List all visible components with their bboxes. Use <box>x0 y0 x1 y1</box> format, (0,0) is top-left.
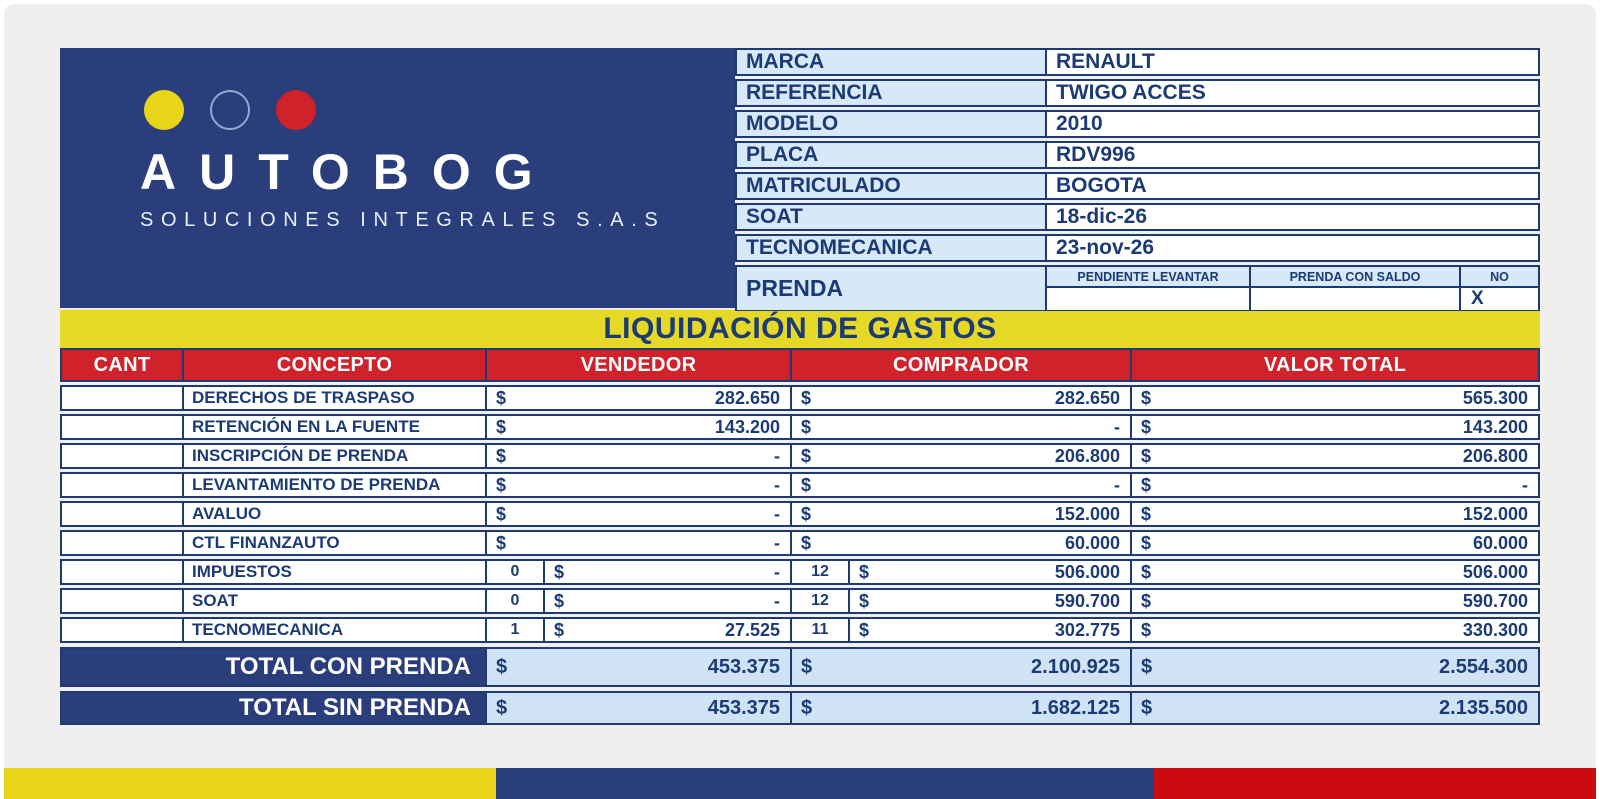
currency-symbol: $ <box>801 503 812 524</box>
stripe-red-segment <box>1153 768 1596 799</box>
currency-symbol: $ <box>801 474 812 495</box>
total-vendedor-cell-amount: 453.375 <box>707 696 780 719</box>
valor-total-cell <box>1132 590 1538 612</box>
valor-total-cell <box>1132 445 1538 467</box>
cant-cell <box>62 503 182 525</box>
vehicle-info-label: SOAT <box>737 205 1045 229</box>
total-valor-cell-amount: 2.554.300 <box>1439 655 1528 678</box>
table-row <box>60 443 1540 469</box>
vehicle-info-label: MODELO <box>737 112 1045 136</box>
prenda-row <box>735 265 1540 311</box>
liquidation-document <box>60 48 1540 725</box>
concept-cell: SOAT <box>184 590 485 612</box>
stripe-yellow-segment <box>4 768 496 799</box>
vendedor-cell <box>545 561 790 583</box>
currency-symbol: $ <box>554 561 565 582</box>
total-vendedor-cell <box>487 693 790 723</box>
currency-symbol: $ <box>1141 561 1152 582</box>
vehicle-info-rows <box>735 48 1540 262</box>
cant-cell <box>62 474 182 496</box>
comprador-cell-amount: - <box>1114 416 1120 437</box>
comprador-cell-amount: 282.650 <box>1054 387 1120 408</box>
total-vendedor-cell <box>487 649 790 685</box>
autobog-logo-block <box>60 48 735 308</box>
table-column-headers <box>60 348 1540 382</box>
comprador-cell <box>792 445 1130 467</box>
vendedor-cell-group <box>487 590 790 612</box>
valor-total-cell <box>1132 532 1538 554</box>
comprador-cell <box>792 474 1130 496</box>
document-header <box>60 48 1540 308</box>
vendedor-cell <box>487 416 790 438</box>
table-row <box>60 501 1540 527</box>
cant-cell <box>62 445 182 467</box>
total-row-label: TOTAL CON PRENDA <box>62 649 485 685</box>
vendedor-cell-amount: 27.525 <box>724 619 780 640</box>
valor-total-cell-amount: 590.700 <box>1462 590 1528 611</box>
logo-dots <box>144 90 735 130</box>
prenda-option-header: PENDIENTE LEVANTAR <box>1047 267 1249 286</box>
currency-symbol: $ <box>1141 474 1152 495</box>
comprador-cell <box>850 619 1130 641</box>
valor-total-cell-amount: - <box>1522 474 1528 495</box>
brand-subtitle: SOLUCIONES INTEGRALES S.A.S <box>140 208 666 231</box>
vehicle-info-value: BOGOTA <box>1047 174 1538 198</box>
prenda-option-value <box>1251 288 1459 310</box>
table-row <box>60 559 1540 585</box>
total-valor-cell-amount: 2.135.500 <box>1439 696 1528 719</box>
currency-symbol: $ <box>859 590 870 611</box>
valor-total-cell <box>1132 561 1538 583</box>
currency-symbol: $ <box>1141 532 1152 553</box>
total-valor-cell <box>1132 693 1538 723</box>
table-totals <box>60 647 1540 725</box>
comprador-cell-group <box>792 619 1130 641</box>
vendedor-cell-amount: - <box>774 561 780 582</box>
comprador-cell-amount: 60.000 <box>1064 532 1120 553</box>
vehicle-info-row <box>735 234 1540 262</box>
liquidation-banner <box>60 310 1540 348</box>
currency-symbol: $ <box>554 619 565 640</box>
valor-total-cell <box>1132 619 1538 641</box>
prenda-option-header: NO <box>1461 267 1538 286</box>
cant-cell <box>62 590 182 612</box>
comprador-cell-qty: 12 <box>792 590 848 612</box>
currency-symbol: $ <box>496 696 508 719</box>
comprador-cell <box>850 561 1130 583</box>
vehicle-info-row <box>735 172 1540 200</box>
cant-cell <box>62 619 182 641</box>
total-vendedor-cell-amount: 453.375 <box>707 655 780 678</box>
concept-cell: IMPUESTOS <box>184 561 485 583</box>
valor-total-cell-amount: 565.300 <box>1462 387 1528 408</box>
comprador-cell-amount: 590.700 <box>1054 590 1120 611</box>
stripe-navy-segment <box>496 768 1153 799</box>
vendedor-cell-qty: 0 <box>487 590 543 612</box>
total-row-label: TOTAL SIN PRENDA <box>62 693 485 723</box>
prenda-option-value <box>1047 288 1249 310</box>
vehicle-info-label: PLACA <box>737 143 1045 167</box>
vendedor-cell <box>545 590 790 612</box>
valor-total-cell-amount: 60.000 <box>1472 532 1528 553</box>
cant-cell <box>62 532 182 554</box>
currency-symbol: $ <box>1141 696 1153 719</box>
prenda-x-mark: X <box>1461 288 1538 310</box>
logo-yellow-dot <box>144 90 184 130</box>
brand-wordmark: AUTOBOG <box>140 144 556 200</box>
currency-symbol: $ <box>801 532 812 553</box>
comprador-cell <box>792 387 1130 409</box>
comprador-cell-amount: 206.800 <box>1054 445 1120 466</box>
prenda-options <box>1047 267 1538 310</box>
total-comprador-cell <box>792 693 1130 723</box>
valor-total-cell-amount: 206.800 <box>1462 445 1528 466</box>
vehicle-info-value: TWIGO ACCES <box>1047 81 1538 105</box>
vendedor-cell <box>487 532 790 554</box>
vendedor-cell-amount: - <box>774 474 780 495</box>
vendedor-cell <box>487 503 790 525</box>
currency-symbol: $ <box>1141 619 1152 640</box>
table-rows <box>60 385 1540 643</box>
table-row <box>60 385 1540 411</box>
prenda-label: PRENDA <box>737 267 1045 310</box>
total-comprador-cell-amount: 2.100.925 <box>1031 655 1120 678</box>
footer-flag-stripe <box>4 768 1596 799</box>
vehicle-info-value: RDV996 <box>1047 143 1538 167</box>
currency-symbol: $ <box>1141 590 1152 611</box>
currency-symbol: $ <box>496 532 507 553</box>
valor-total-cell <box>1132 387 1538 409</box>
comprador-cell-qty: 12 <box>792 561 848 583</box>
comprador-cell-group <box>792 590 1130 612</box>
total-valor-cell <box>1132 649 1538 685</box>
currency-symbol: $ <box>801 445 812 466</box>
cant-cell <box>62 387 182 409</box>
vendedor-cell <box>487 474 790 496</box>
concept-cell: TECNOMECANICA <box>184 619 485 641</box>
vendedor-cell-group <box>487 619 790 641</box>
vehicle-info-value: 18-dic-26 <box>1047 205 1538 229</box>
vehicle-info-row <box>735 79 1540 107</box>
concept-cell: AVALUO <box>184 503 485 525</box>
concept-cell: DERECHOS DE TRASPASO <box>184 387 485 409</box>
liquidation-title: LIQUIDACIÓN DE GASTOS <box>603 312 997 345</box>
vendedor-cell-qty: 1 <box>487 619 543 641</box>
vendedor-cell-amount: - <box>774 503 780 524</box>
currency-symbol: $ <box>859 619 870 640</box>
valor-total-cell-amount: 143.200 <box>1462 416 1528 437</box>
total-row <box>60 647 1540 687</box>
vehicle-info-row <box>735 141 1540 169</box>
table-row <box>60 617 1540 643</box>
vehicle-info-label: REFERENCIA <box>737 81 1045 105</box>
vendedor-cell <box>487 445 790 467</box>
currency-symbol: $ <box>1141 416 1152 437</box>
vendedor-cell-amount: - <box>774 445 780 466</box>
currency-symbol: $ <box>1141 503 1152 524</box>
vendedor-cell <box>545 619 790 641</box>
currency-symbol: $ <box>496 474 507 495</box>
currency-symbol: $ <box>496 445 507 466</box>
vendedor-cell-amount: - <box>774 590 780 611</box>
comprador-cell-amount: 506.000 <box>1054 561 1120 582</box>
comprador-cell-amount: 302.775 <box>1054 619 1120 640</box>
currency-symbol: $ <box>496 416 507 437</box>
cant-cell <box>62 416 182 438</box>
concept-cell: LEVANTAMIENTO DE PRENDA <box>184 474 485 496</box>
currency-symbol: $ <box>801 387 812 408</box>
comprador-cell-group <box>792 561 1130 583</box>
currency-symbol: $ <box>801 655 813 678</box>
table-row <box>60 530 1540 556</box>
comprador-cell <box>792 503 1130 525</box>
total-comprador-cell-amount: 1.682.125 <box>1031 696 1120 719</box>
vehicle-info-table <box>735 48 1540 308</box>
currency-symbol: $ <box>1141 445 1152 466</box>
comprador-cell-amount: 152.000 <box>1054 503 1120 524</box>
total-row <box>60 691 1540 725</box>
column-header-cant: CANT <box>62 350 182 380</box>
valor-total-cell <box>1132 474 1538 496</box>
vehicle-info-value: RENAULT <box>1047 50 1538 74</box>
table-row <box>60 588 1540 614</box>
vendedor-cell-amount: 143.200 <box>714 416 780 437</box>
vendedor-cell-qty: 0 <box>487 561 543 583</box>
vendedor-cell-amount: 282.650 <box>714 387 780 408</box>
comprador-cell <box>792 532 1130 554</box>
currency-symbol: $ <box>554 590 565 611</box>
currency-symbol: $ <box>1141 387 1152 408</box>
logo-red-dot <box>276 90 316 130</box>
concept-cell: INSCRIPCIÓN DE PRENDA <box>184 445 485 467</box>
total-comprador-cell <box>792 649 1130 685</box>
column-header-valor-total: VALOR TOTAL <box>1132 350 1538 380</box>
vehicle-info-label: TECNOMECANICA <box>737 236 1045 260</box>
concept-cell: CTL FINANZAUTO <box>184 532 485 554</box>
valor-total-cell-amount: 330.300 <box>1462 619 1528 640</box>
logo-outline-dot <box>210 90 250 130</box>
table-row <box>60 414 1540 440</box>
currency-symbol: $ <box>801 696 813 719</box>
vehicle-info-label: MATRICULADO <box>737 174 1045 198</box>
valor-total-cell <box>1132 503 1538 525</box>
column-header-comprador: COMPRADOR <box>792 350 1130 380</box>
currency-symbol: $ <box>496 387 507 408</box>
vehicle-info-value: 23-nov-26 <box>1047 236 1538 260</box>
currency-symbol: $ <box>496 655 508 678</box>
vehicle-info-row <box>735 110 1540 138</box>
vehicle-info-value: 2010 <box>1047 112 1538 136</box>
vehicle-info-label: MARCA <box>737 50 1045 74</box>
table-row <box>60 472 1540 498</box>
comprador-cell <box>792 416 1130 438</box>
cant-cell <box>62 561 182 583</box>
vehicle-info-row <box>735 203 1540 231</box>
currency-symbol: $ <box>1141 655 1153 678</box>
currency-symbol: $ <box>801 416 812 437</box>
document-page <box>4 4 1596 799</box>
vehicle-info-row <box>735 48 1540 76</box>
vendedor-cell <box>487 387 790 409</box>
valor-total-cell <box>1132 416 1538 438</box>
valor-total-cell-amount: 152.000 <box>1462 503 1528 524</box>
column-header-concepto: CONCEPTO <box>184 350 485 380</box>
comprador-cell-amount: - <box>1114 474 1120 495</box>
currency-symbol: $ <box>496 503 507 524</box>
valor-total-cell-amount: 506.000 <box>1462 561 1528 582</box>
comprador-cell-qty: 11 <box>792 619 848 641</box>
vendedor-cell-group <box>487 561 790 583</box>
comprador-cell <box>850 590 1130 612</box>
vendedor-cell-amount: - <box>774 532 780 553</box>
concept-cell: RETENCIÓN EN LA FUENTE <box>184 416 485 438</box>
currency-symbol: $ <box>859 561 870 582</box>
prenda-option-header: PRENDA CON SALDO <box>1251 267 1459 286</box>
column-header-vendedor: VENDEDOR <box>487 350 790 380</box>
